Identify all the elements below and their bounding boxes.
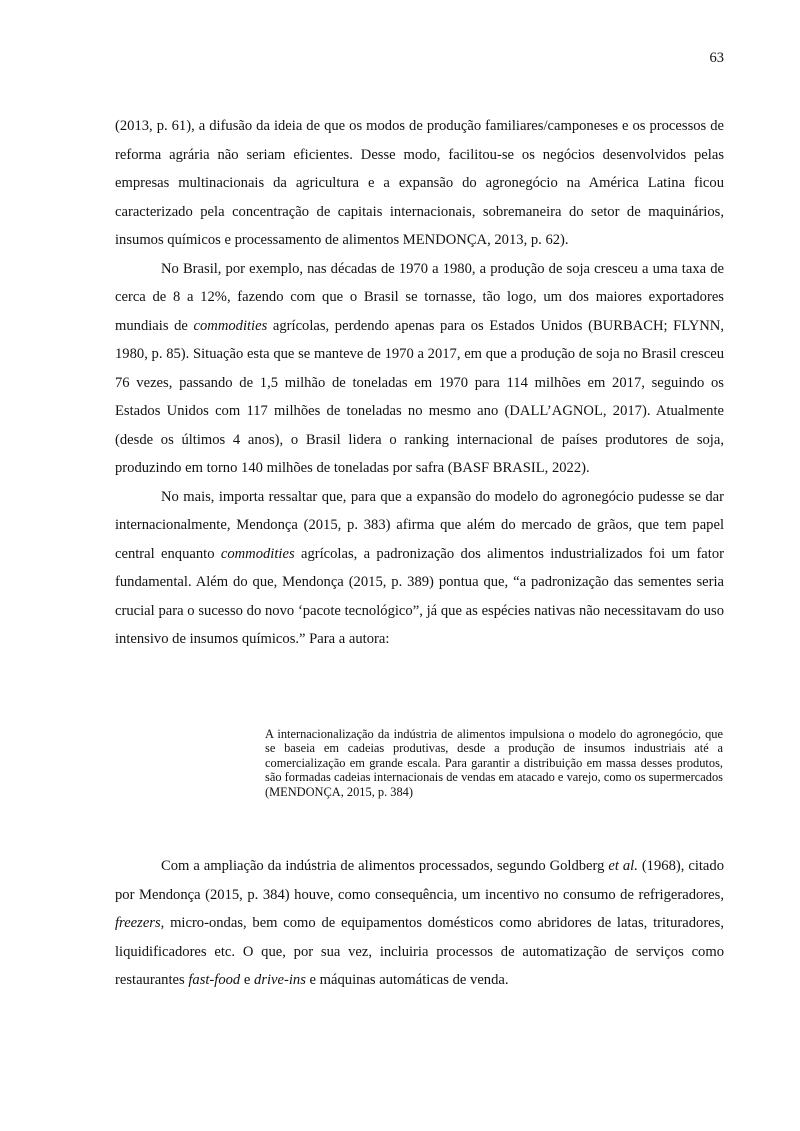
text-run: Com a ampliação da indústria de alimentos processados, segundo Goldberg: [161, 858, 609, 874]
block-quote-text: A internacionalização da indústria de alimentos impulsiona o modelo do agronegócio, que se baseia em cadeias produtivas, desde a produção de insumos industriais até a comercialização em grande escala. Para garantir a distribuição em massa desses produtos, são formadas cadeias internacionais de vendas em atacado e varejo, como os supermercados (MENDONÇA, 2015, p. 384): [265, 727, 723, 799]
body-text-bottom: [115, 852, 724, 995]
emphasis-term: et al.: [608, 858, 638, 874]
text-run: (1968), citado por Mendonça (2015, p. 384) houve, como consequência, um incentivo no consumo de refrigeradores,: [115, 858, 724, 903]
block-quote: [265, 727, 723, 799]
text-run: agrícolas, a padronização dos alimentos industrializados foi um fator fundamental. Além do que, Mendonça (2015, p. 389) pontua que, “a padronização das sementes seria crucial para o sucesso do novo ‘pacote tecnológico”, já que as espécies nativas não necessitavam do uso intensivo de insumos químicos.” Para a autora:: [115, 545, 724, 647]
paragraph-continuation: (2013, p. 61), a difusão da ideia de que os modos de produção familiares/camponeses e os processos de reforma agrária não seriam eficientes. Desse modo, facilitou-se os negócios desenvolvidos pelas empresas multinacionais da agricultura e a expansão do agronegócio na América Latina ficou caracterizado pela concentração de capitais internacionais, sobremaneira do setor de maquinários, insumos químicos e processamento de alimentos MENDONÇA, 2013, p. 62).: [115, 118, 724, 248]
emphasis-term: drive-ins: [254, 972, 306, 988]
emphasis-term: freezers: [115, 915, 161, 931]
emphasis-term: commodities: [193, 317, 268, 334]
text-run: No mais, importa ressaltar que, para que a expansão do modelo do agronegócio pudesse se dar internacionalmente, Mendonça (2015, p. 383) afirma que além do mercado de grãos, que tem papel central enquanto: [115, 488, 724, 562]
text-run: agrícolas, perdendo apenas para os Estados Unidos (BURBACH; FLYNN, 1980, p. 85). Situação esta que se manteve de 1970 a 2017, em que a produção de soja no Brasil cresceu 76 vezes, passando de 1,5 milhão de toneladas em 1970 para 114 milhões em 2017, seguindo os Estados Unidos com 117 milhões de toneladas no mesmo ano (DALL’AGNOL, 2017). Atualmente (desde os últimos 4 anos), o Brasil lidera o ranking internacional de países produtores de soja, produzindo em torno 140 milhões de toneladas por safra (BASF BRASIL, 2022).: [115, 317, 724, 476]
text-run: e máquinas automáticas de venda.: [305, 972, 509, 988]
paragraph-soy-production: [115, 255, 724, 483]
text-run: No Brasil, por exemplo, nas décadas de 1970 a 1980, a produção de soja cresceu a uma taxa de cerca de 8 a 12%, fazendo com que o Brasil se tornasse, tão logo, um dos maiores exportadores mundiais de: [115, 260, 724, 334]
page-number: 63: [709, 50, 724, 66]
paragraph-standardization: [115, 483, 724, 654]
text-run: , micro-ondas, bem como de equipamentos domésticos como abridores de latas, trituradores, liquidificadores etc. O que, por sua vez, incluiria processos de automatização de serviços como restaurantes: [115, 915, 724, 988]
paragraph-processed-foods: [115, 852, 724, 995]
text-run: e: [240, 972, 255, 988]
emphasis-term: fast-food: [188, 972, 241, 988]
body-text-top: [115, 112, 724, 654]
emphasis-term: commodities: [220, 545, 295, 562]
